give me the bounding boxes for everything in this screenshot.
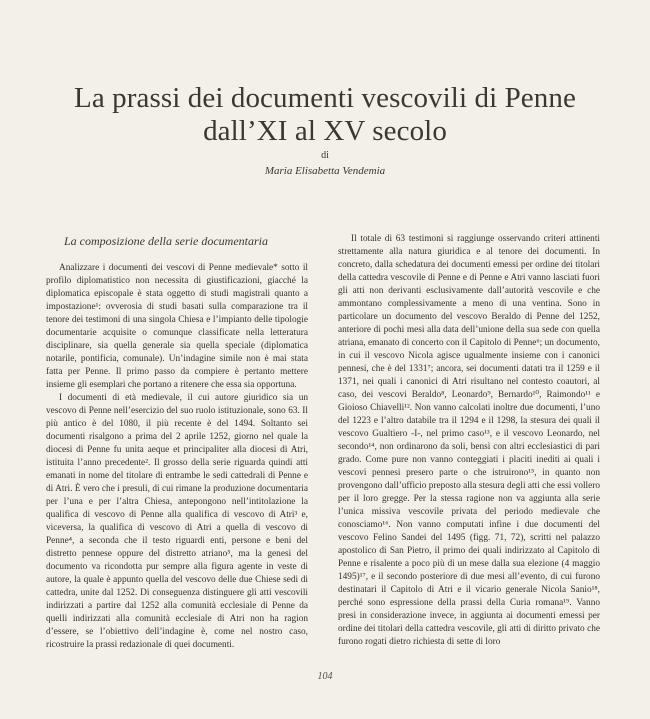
article-title-line-2: dall’XI al XV secolo <box>203 115 447 147</box>
section-heading: La composizione della serie documentaria <box>64 234 268 248</box>
left-column <box>46 234 308 652</box>
right-column <box>338 233 600 649</box>
paragraph: Analizzare i documenti dei vescovi di Penne medievale* sotto il profilo diplomatistico non necessita di giustificazioni, giacché la diplomatica episcopale è stata oggetto di studi magistrali quanto a impostazione¹: ovverosia di studi basati sulla comparazione tra il tenore dei testimoni di una singola Chiesa e l’impianto delle tipologie documentarie acquisite o comunque classificate nella letteratura disciplinare, sia quella generale sia quella speciale (diplomatica notarile, pontificia, comunale). Un’indagine simile non è mai stata fatta per Penne. Il primo passo da compiere è pertanto mettere insieme gli esemplari che portano a ritenere che essa sia opportuna. <box>46 263 308 390</box>
paragraph: I documenti di età medievale, il cui autore giuridico sia un vescovo di Penne nell’esercizio del suo ruolo istituzionale, sono 63. Il più antico è del 1080, il più recente è del 1494. Soltanto sei documenti risalgono a prima del 2 aprile 1252, giorno nel quale la diocesi di Penne fu unita aeque et principaliter alla diocesi di Atri, istituita l’anno precedente². Il grosso della serie riguarda quindi atti emanati in nome del titolare di entrambe le sedi cattedrali di Penne e di Atri. È vero che i presuli, di cui rimane la produzione documentaria per l’una e per l’altra Chiesa, antepongono nell’intitolazione la qualifica di vescovo di Penne alla qualifica di vescovo di Atri³ e, viceversa, la qualifica di vescovo di Atri a quella di vescovo di Penne⁴, a seconda che il testo riguardi enti, persone e beni del distretto pennese oppure del distretto atriano⁵, ma la genesi del documento va ricondotta pur sempre alla figura agente in veste di autore, la quale è appunto quella del vescovo delle due Chiese sedi di cattedra, unite dal 1252. Di conseguenza distinguere gli atti vescovili indirizzati a partire dal 1252 alla comunità ecclesiale di Penne da quelli indirizzati alla comunità ecclesiale di Atri non ha ragion d’essere, se l’obiettivo dell’indagine è, come nel nostro caso, ricostruire la prassi redazionale di quei documenti. <box>46 393 308 650</box>
page-number: 104 <box>317 671 333 682</box>
article-title-line-1: La prassi dei documenti vescovili di Penne <box>74 82 576 114</box>
author-name: Maria Elisabetta Vendemia <box>264 165 386 177</box>
paragraph: Il totale di 63 testimoni si raggiunge osservando criteri attinenti strettamente alla natura giuridica e al tenore dei documenti. In concreto, dalla schedatura dei documenti emessi per ordine dei titolari della cattedra vescovile di Penne e di Penne e Atri vanno lasciati fuori gli atti non derivanti esclusivamente dall’autorità vescovile e che ammontano complessivamente a meno di una ventina. Sono in particolare un documento del vescovo Beraldo di Penne del 1252, anteriore di pochi mesi alla data dell’unione della sua sede con quella atriana, emanato di concerto con il Capitolo di Penne⁶; un documento, in cui il vescovo Nicola agisce ugualmente insieme con i canonici pennesi, che è del 1331⁷; ancora, sei documenti datati tra il 1259 e il 1371, nei quali i canonici di Atri risultano nel contesto coautori, al caso, dei vescovi Beraldo⁸, Leonardo⁹, Bernardo¹⁰, Raimondo¹¹ e Gioioso Chiavelli¹². Non vanno calcolati inoltre due documenti, l’uno del 1223 e l’altro databile tra il 1294 e il 1298, la stesura dei quali il vescovo Gualtiero -I-, nel primo caso¹³, e il vescovo Leonardo, nel secondo¹⁴, non ordinarono da soli, bensì con altri ecclesiastici di pari grado. Come pure non vanno conteggiati i placiti inediti ai quali i vescovi pennesi presero parte o che istruirono¹⁵, in quanto non provengono dall’ufficio preposto alla stesura degli atti che essi vollero per il loro gregge. Per la stessa ragione non va aggiunta alla serie l’unica missiva vescovile privata del periodo medievale che conosciamo¹⁶. Non vanno computati infine i due documenti del vescovo Felino Sandei del 1495 (figg. 71, 72), scritti nel palazzo apostolico di San Pietro, il primo dei quali indirizzato al Capitolo di Penne e risalente a poco più di un mese dalla sua elezione (4 maggio 1495)¹⁷, e il secondo posteriore di due mesi all’evento, di cui furono destinatari il Capitolo di Atri e il vicario generale Nicola Sanio¹⁸, perché sono espressione della prassi della Curia romana¹⁹. Vanno presi in considerazione invece, in aggiunta ai documenti emessi per ordine dei titolari della cattedra vescovile, gli atti di diritto privato che furono rogati dietro richiesta di sette di loro <box>338 234 600 647</box>
article-title <box>0 82 650 148</box>
byline-di: di <box>321 150 329 161</box>
